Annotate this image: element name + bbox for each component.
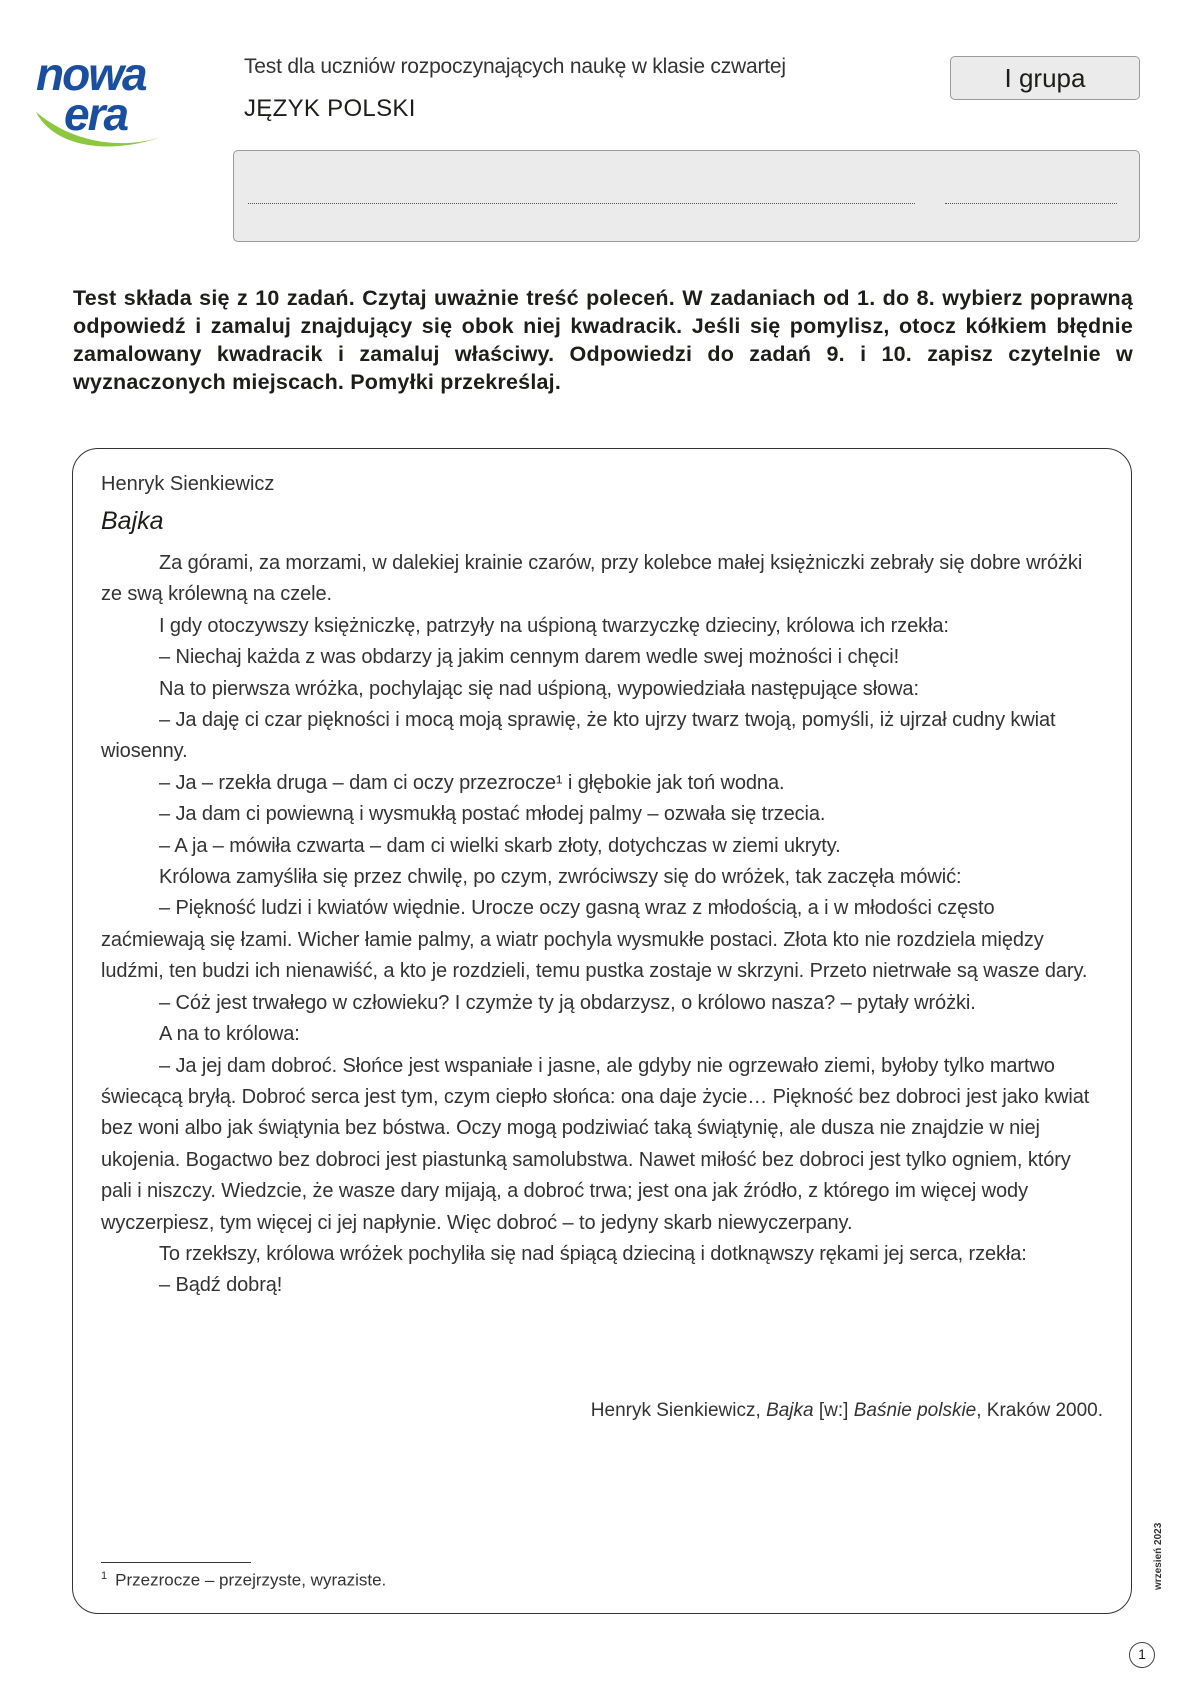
footnote [101, 1570, 386, 1591]
logo-text-era: era [64, 88, 128, 140]
story-text [101, 548, 1101, 1302]
story-paragraph: I gdy otoczywszy księżniczkę, patrzyły na uśpioną twarzyczkę dzieciny, królowa ich rzekła: [159, 614, 949, 637]
footnote-divider [101, 1562, 251, 1563]
name-field[interactable] [248, 203, 915, 204]
class-field[interactable] [945, 203, 1117, 204]
source-author: Henryk Sienkiewicz, [590, 1400, 767, 1421]
group-label: I grupa [950, 56, 1140, 100]
story-paragraph: A na to królowa: [159, 1023, 300, 1046]
story-paragraph: – A ja – mówiła czwarta – dam ci wielki skarb złoty, dotychczas w ziemi ukryty. [159, 834, 841, 857]
story-paragraph: – Piękność ludzi i kwiatów więdnie. Urocze oczy gasną wraz z młodością, a i w młodości często zaćmiewają się łzami. Wicher łamie palmy, a wiatr pochyla wysmukłe postaci. Złota kto nie rozdziela między ludźmi, ten budzi ich nienawiść, a kto je rozdzieli, temu pustka zostaje w skrzyni. Przeto nietrwałe są wasze dary. [101, 897, 1088, 983]
story-paragraph: – Ja jej dam dobroć. Słońce jest wspaniałe i jasne, ale gdyby nie ogrzewało ziemi, byłoby tylko martwo świecącą bryłą. Dobroć serca jest tym, czym ciepło słońca: ona daje życie… Piękność bez dobroci jest jako kwiat bez woni albo jak świątynia bez bóstwa. Oczy mogą podziwiać taką świątynię, ale dusza nie znajdzie w niej ukojenia. Bogactwo bez dobroci jest piastunką samolubstwa. Nawet miłość bez dobroci jest tylko ogniem, który pali i niszczy. Wiedzcie, że wasze dary mijają, a dobroć trwa; jest ona jak źródło, z którego im więcej wody wyczerpiesz, tym więcej ci jej napłynie. Więc dobroć – to jedyny skarb niewyczerpany. [101, 1054, 1090, 1234]
student-info-box [233, 150, 1140, 242]
story-paragraph: – Ja – rzekła druga – dam ci oczy przezrocze¹ i głębokie jak toń wodna. [159, 771, 785, 794]
source-in: [w:] [813, 1400, 854, 1421]
story-paragraph: Za górami, za morzami, w dalekiej krainie czarów, przy kolebce małej księżniczki zebrały się dobre wróżki ze swą królewną na czele. [101, 552, 1083, 606]
story-paragraph: – Cóż jest trwałego w człowieku? I czymże ty ją obdarzysz, o królowo nasza? – pytały wróżki. [159, 991, 976, 1014]
text-source [591, 1400, 1103, 1422]
footnote-text: Przezrocze – przejrzyste, wyraziste. [115, 1570, 387, 1590]
reading-text-box [72, 448, 1132, 1614]
story-paragraph: Królowa zamyśliła się przez chwilę, po czym, zwróciwszy się do wróżek, tak zaczęła mówić: [159, 866, 962, 889]
story-paragraph: – Ja dam ci powiewną i wysmukłą postać młodej palmy – ozwała się trzecia. [159, 803, 826, 826]
test-subtitle: Test dla uczniów rozpoczynających naukę w klasie czwartej [244, 55, 786, 78]
test-instructions: Test składa się z 10 zadań. Czytaj uważnie treść poleceń. W zadaniach od 1. do 8. wybierz poprawną odpowiedź i zamaluj znajdujący się obok niej kwadracik. Jeśli się pomylisz, otocz kółkiem błędnie zamalowany kwadracik i zamaluj właściwy. Odpowiedzi do zadań 9. i 10. zapisz czytelnie w wyznaczonych miejscach. Pomyłki przekreślaj. [73, 286, 1133, 394]
story-paragraph: To rzekłszy, królowa wróżek pochyliła się nad śpiącą dzieciną i dotknąwszy rękami jej serca, rzekła: [159, 1242, 1027, 1265]
story-paragraph: – Ja daję ci czar piękności i mocą moją sprawię, że kto ujrzy twarz twoją, pomyśli, iż ujrzał cudny kwiat wiosenny. [101, 709, 1056, 763]
edition-label: wrzesień 2023 [1153, 1522, 1164, 1590]
story-paragraph: – Niechaj każda z was obdarzy ją jakim cennym darem wedle swej możności i chęci! [159, 646, 900, 669]
subject-title: JĘZYK POLSKI [244, 95, 416, 122]
source-book: Baśnie polskie [853, 1400, 977, 1421]
text-title: Bajka [101, 507, 164, 535]
text-author: Henryk Sienkiewicz [101, 473, 275, 495]
logo-text-nowa: nowa [36, 52, 146, 100]
source-title: Bajka [766, 1400, 814, 1421]
footnote-mark: 1 [101, 1570, 108, 1582]
nowa-era-logo [34, 52, 184, 162]
source-place-year: , Kraków 2000. [976, 1400, 1103, 1421]
story-paragraph: – Bądź dobrą! [159, 1274, 283, 1297]
page-number: 1 [1129, 1642, 1155, 1668]
story-paragraph: Na to pierwsza wróżka, pochylając się nad uśpioną, wypowiedziała następujące słowa: [159, 677, 919, 700]
